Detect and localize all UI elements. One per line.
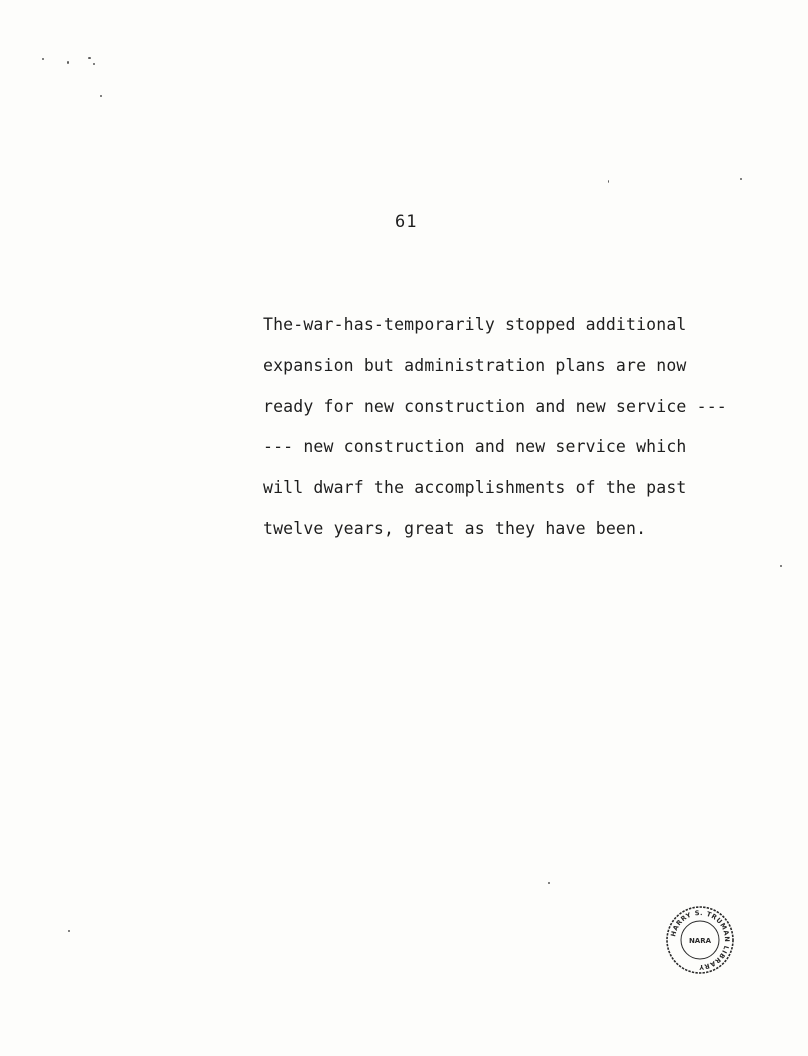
text-line: --- new construction and new service which — [263, 437, 687, 457]
svg-text:HARRY S. TRUMAN LIBRARY: HARRY S. TRUMAN LIBRARY — [669, 908, 732, 972]
text-line: will dwarf the accomplishments of the past — [263, 478, 687, 498]
text-line: twelve years, great as they have been. — [263, 518, 647, 538]
svg-text:NARA: NARA — [688, 937, 712, 945]
page-number: 61 — [395, 212, 418, 232]
text-line: ready for new construction and new service --- — [263, 396, 727, 416]
typed-paragraph — [263, 305, 727, 550]
text-line: expansion but administration plans are now — [263, 355, 687, 375]
text-line: The-war-has-temporarily stopped additional — [263, 315, 687, 334]
library-seal-stamp — [664, 904, 736, 976]
